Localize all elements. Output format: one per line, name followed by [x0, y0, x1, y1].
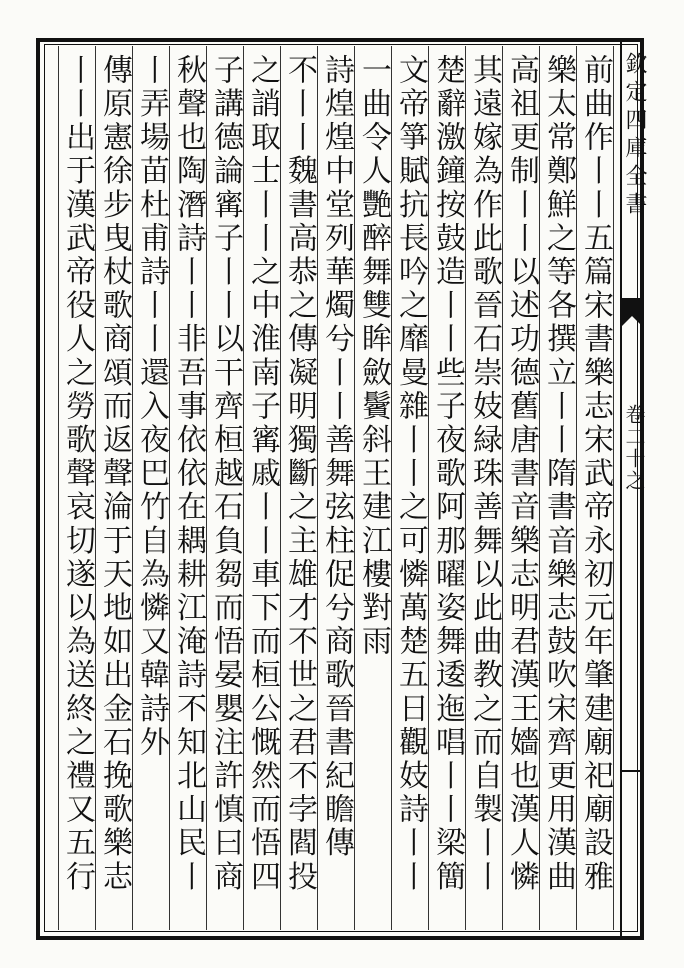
column-rule — [354, 46, 355, 930]
text-column-13: 丨弄場苗杜甫詩丨丨還入夜巴竹自為憐又韓詩外 — [134, 54, 169, 760]
margin-volume: 卷二十之 — [622, 404, 646, 492]
text-column-11: 子講德論寗子丨丨以干齊桓越石負芻而悟晏嬰注許慎曰商 — [208, 54, 243, 894]
text-column-10: 之誚取士丨丨之中淮南子寗戚丨丨車下而桓公慨然而悟四 — [245, 54, 280, 894]
column-rule — [539, 46, 540, 930]
column-rule — [58, 46, 59, 930]
column-rule — [317, 46, 318, 930]
column-rule — [465, 46, 466, 930]
text-column-4: 其遠嫁為作此歌晉石崇妓緑珠善舞以此曲教之而自製丨丨 — [467, 54, 502, 894]
text-column-1: 前曲作丨丨五篇宋書樂志宋武帝永初元年肇建廟祀廟設雅 — [578, 54, 613, 894]
text-column-5: 楚辭激鐘按鼓造丨丨些子夜歌阿那曜姿舞逶迤唱丨丨梁簡 — [430, 54, 465, 894]
column-rule — [132, 46, 133, 930]
text-column-2: 樂太常鄭鮮之等各撰立丨丨隋書音樂志鼓吹宋齊更用漢曲 — [541, 54, 576, 894]
text-column-9: 不丨丨魏書高恭之傳凝明獨斷之主雄才不世之君不孛閻投 — [282, 54, 317, 894]
text-column-8: 詩煌煌中堂列華燭兮丨丨善舞弦柱促兮商歌晉書紀瞻傳 — [319, 54, 354, 861]
text-column-14: 傳原憲徐步曳杖歌商頌而返聲淪于天地如出金石挽歌樂志 — [97, 54, 132, 894]
text-column-6: 文帝箏賦抗長吟之靡曼雜丨丨之可憐萬楚五日觀妓詩丨丨 — [393, 54, 428, 894]
margin-title: 欽定四庫全書 — [622, 52, 647, 220]
column-rule — [391, 46, 392, 930]
column-rule — [613, 46, 614, 930]
column-rule — [95, 46, 96, 930]
text-column-3: 高祖更制丨丨以述功德舊唐書音樂志明君漢王嬙也漢人憐 — [504, 54, 539, 894]
margin-bracket — [620, 770, 644, 772]
column-rule — [428, 46, 429, 930]
column-rule — [169, 46, 170, 930]
text-column-15: 丨丨出于漢武帝役人之勞歌聲哀切遂以為送終之禮又五行 — [60, 54, 95, 894]
column-rule — [206, 46, 207, 930]
text-column-12: 秋聲也陶潛詩丨丨非吾事依依在耦耕江淹詩不知北山民丨 — [171, 54, 206, 894]
text-column-7: 一曲令人艷醉舞雙眸斂鬢斜王建江樓對雨 — [356, 54, 391, 659]
column-rule — [502, 46, 503, 930]
column-rule — [280, 46, 281, 930]
column-rule — [576, 46, 577, 930]
column-rule — [243, 46, 244, 930]
